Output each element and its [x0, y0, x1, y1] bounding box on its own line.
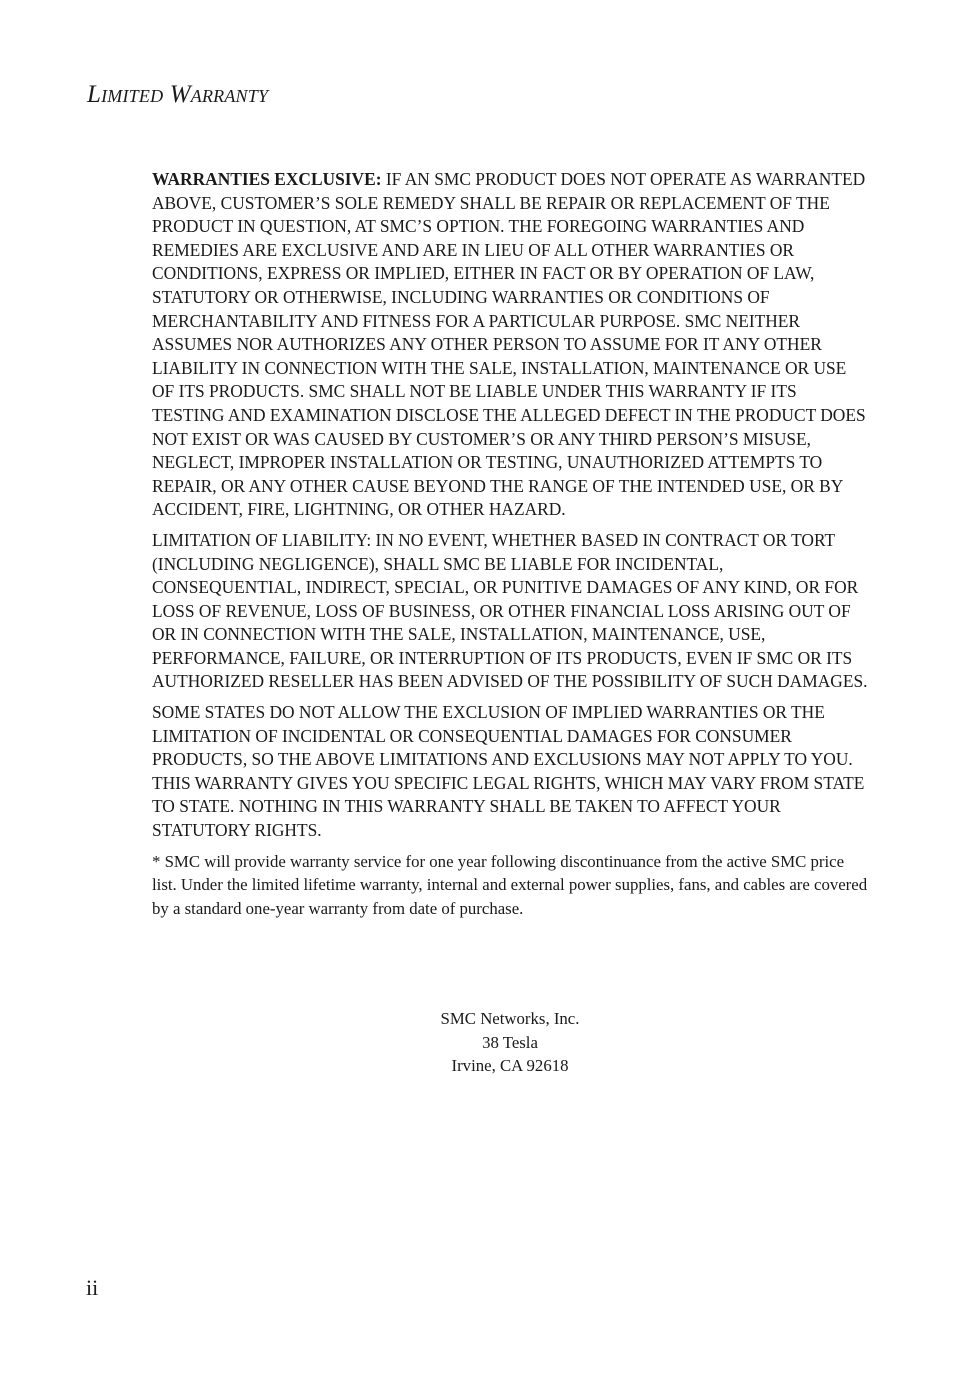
warranty-text: [152, 168, 868, 920]
warranties-exclusive-body: IF AN SMC PRODUCT DOES NOT OPERATE AS WARRANTED ABOVE, CUSTOMER’S SOLE REMEDY SHALL BE REPAIR OR REPLACEMENT OF THE PRODUCT IN QUESTION, AT SMC’S OPTION. THE FOREGOING WARRANTIES AND REMEDIES ARE EXCLUSIVE AND ARE IN LIEU OF ALL OTHER WARRANTIES OR CONDITIONS, EXPRESS OR IMPLIED, EITHER IN FACT OR BY OPERATION OF LAW, STATUTORY OR OTHERWISE, INCLUDING WARRANTIES OR CONDITIONS OF MERCHANTABILITY AND FITNESS FOR A PARTICULAR PURPOSE. SMC NEITHER ASSUMES NOR AUTHORIZES ANY OTHER PERSON TO ASSUME FOR IT ANY OTHER LIABILITY IN CONNECTION WITH THE SALE, INSTALLATION, MAINTENANCE OR USE OF ITS PRODUCTS. SMC SHALL NOT BE LIABLE UNDER THIS WARRANTY IF ITS TESTING AND EXAMINATION DISCLOSE THE ALLEGED DEFECT IN THE PRODUCT DOES NOT EXIST OR WAS CAUSED BY CUSTOMER’S OR ANY THIRD PERSON’S MISUSE, NEGLECT, IMPROPER INSTALLATION OR TESTING, UNAUTHORIZED ATTEMPTS TO REPAIR, OR ANY OTHER CAUSE BEYOND THE RANGE OF THE INTENDED USE, OR BY ACCIDENT, FIRE, LIGHTNING, OR OTHER HAZARD.: [152, 169, 866, 520]
warranty-footnote: * SMC will provide warranty service for one year following discontinuance from the active SMC price list. Under the limited lifetime warranty, internal and external power supplies, fans, and cables are covered by a standard one-year warranty from date of purchase.: [152, 851, 868, 918]
company-address: [152, 1007, 868, 1078]
warranties-exclusive-paragraph: [152, 168, 868, 522]
warranties-exclusive-heading: WARRANTIES EXCLUSIVE:: [152, 169, 382, 189]
running-header: Limited Warranty: [87, 81, 269, 108]
address-street: 38 Tesla: [482, 1032, 538, 1052]
address-city: Irvine, CA 92618: [451, 1056, 569, 1076]
state-exclusions-paragraph: SOME STATES DO NOT ALLOW THE EXCLUSION OF IMPLIED WARRANTIES OR THE LIMITATION OF INCIDENTAL OR CONSEQUENTIAL DAMAGES FOR CONSUMER PRODUCTS, SO THE ABOVE LIMITATIONS AND EXCLUSIONS MAY NOT APPLY TO YOU. THIS WARRANTY GIVES YOU SPECIFIC LEGAL RIGHTS, WHICH MAY VARY FROM STATE TO STATE. NOTHING IN THIS WARRANTY SHALL BE TAKEN TO AFFECT YOUR STATUTORY RIGHTS.: [152, 702, 865, 841]
limitation-of-liability-paragraph: LIMITATION OF LIABILITY: IN NO EVENT, WHETHER BASED IN CONTRACT OR TORT (INCLUDING NEGLIGENCE), SHALL SMC BE LIABLE FOR INCIDENTAL, CONSEQUENTIAL, INDIRECT, SPECIAL, OR PUNITIVE DAMAGES OF ANY KIND, OR FOR LOSS OF REVENUE, LOSS OF BUSINESS, OR OTHER FINANCIAL LOSS ARISING OUT OF OR IN CONNECTION WITH THE SALE, INSTALLATION, MAINTENANCE, USE, PERFORMANCE, FAILURE, OR INTERRUPTION OF ITS PRODUCTS, EVEN IF SMC OR ITS AUTHORIZED RESELLER HAS BEEN ADVISED OF THE POSSIBILITY OF SUCH DAMAGES.: [152, 529, 868, 692]
page-number: ii: [86, 1275, 99, 1300]
address-company: SMC Networks, Inc.: [440, 1009, 580, 1028]
